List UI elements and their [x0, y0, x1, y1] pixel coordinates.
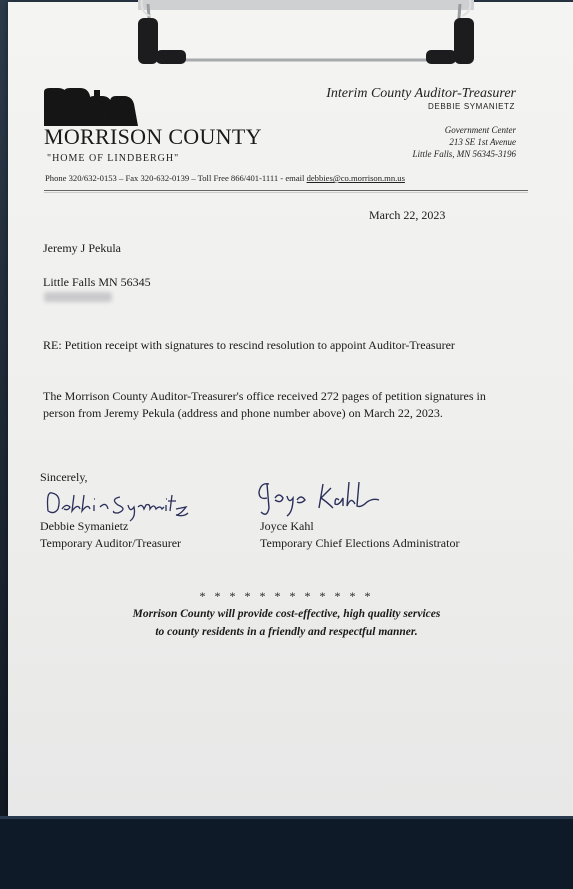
clipboard-bottom-edge: [0, 816, 573, 889]
body-line: person from Jeremy Pekula (address and phone number above) on March 22, 2023.: [43, 405, 443, 420]
contact-line: [45, 173, 405, 183]
recipient-name: Jeremy J Pekula: [43, 241, 121, 255]
letter-date: March 22, 2023: [369, 208, 446, 222]
morrison-county-logo-icon: [44, 88, 138, 126]
signer-name: Joyce Kahl: [260, 519, 314, 533]
signer-title: Temporary Chief Elections Administrator: [260, 536, 460, 550]
address-line: 213 SE 1st Avenue: [449, 137, 516, 147]
letter-body: [43, 388, 486, 421]
county-tagline: "HOME OF LINDBERGH": [47, 153, 180, 164]
signer-title: Temporary Auditor/Treasurer: [40, 536, 182, 550]
redacted-phone-number: [44, 292, 112, 302]
letterhead-divider-shadow: [44, 192, 528, 193]
office-holder: DEBBIE SYMANIETZ: [428, 102, 515, 111]
contact-numbers: Phone 320/632-0153 – Fax 320-632-0139 – Toll Free 866/401-1111 - email: [45, 173, 307, 183]
separator-stars: * * * * * * * * * * * *: [199, 589, 374, 603]
subject-line: RE: Petition receipt with signatures to rescind resolution to appoint Auditor-Treasurer: [43, 338, 455, 352]
address-line: Little Falls, MN 56345-3196: [412, 149, 516, 159]
office-address: [413, 124, 517, 160]
recipient-city: Little Falls MN 56345: [43, 275, 151, 289]
motto-line: to county residents in a friendly and respectful manner.: [155, 626, 418, 638]
closing: Sincerely,: [40, 470, 88, 484]
office-title: Interim County Auditor-Treasurer: [326, 86, 516, 101]
body-line: The Morrison County Auditor-Treasurer's office received 272 pages of petition signatures in: [43, 389, 486, 403]
motto-line: Morrison County will provide cost-effective, high quality services: [132, 608, 441, 620]
email-link[interactable]: debbies@co.morrison.mn.us: [306, 173, 405, 183]
signature-joyce-kahl: [255, 478, 385, 520]
address-line: Government Center: [444, 125, 516, 135]
letterhead-divider: [44, 190, 528, 191]
county-name: MORRISON COUNTY: [44, 124, 262, 149]
clipboard-clip-icon: [138, 0, 474, 68]
signer-name: Debbie Symanietz: [40, 519, 129, 533]
